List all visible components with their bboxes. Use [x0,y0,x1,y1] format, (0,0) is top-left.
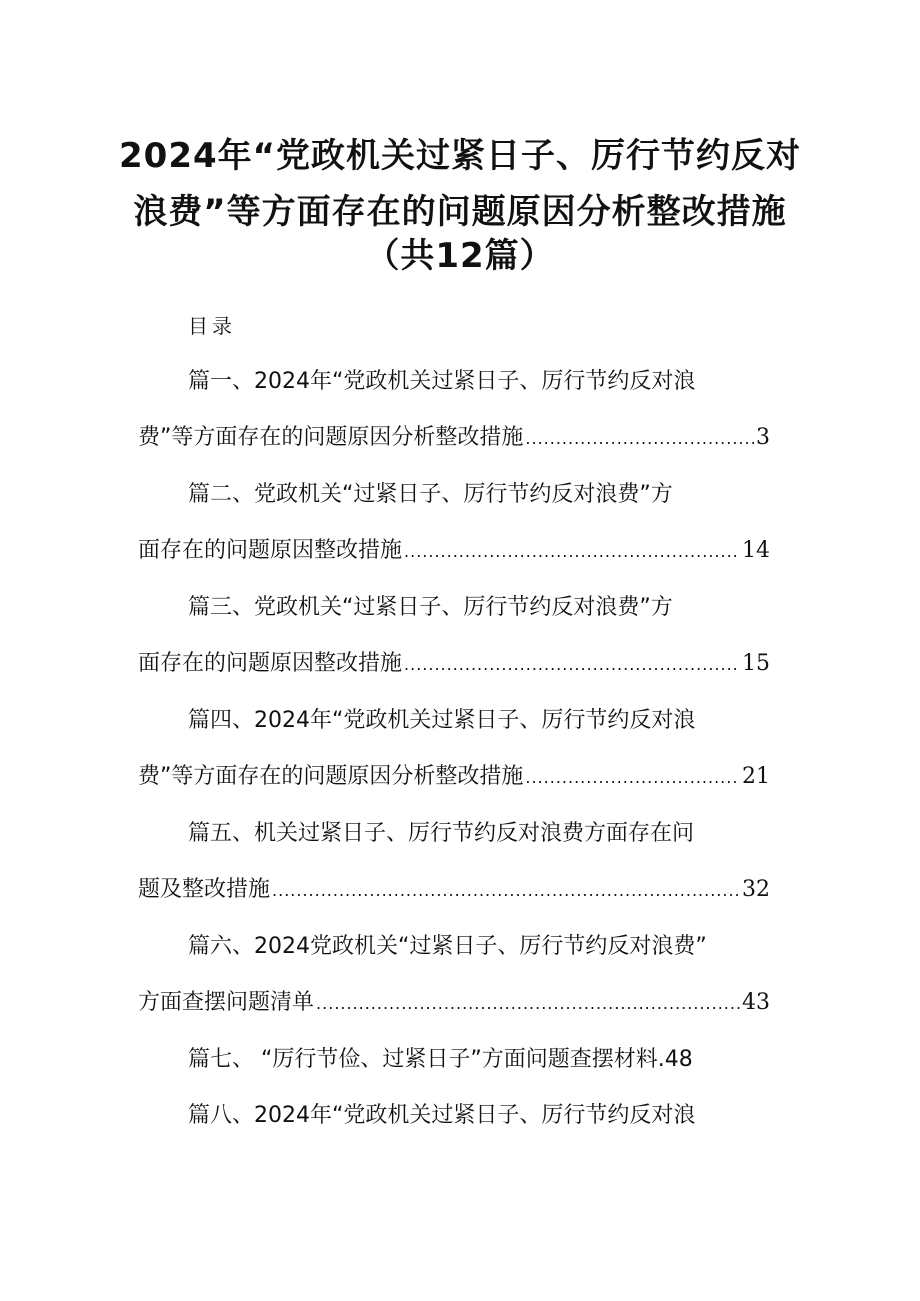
toc-entry-6-leader [316,989,740,1019]
document-title-line-1: 2024年“党政机关过紧日子、厉行节约反对 [119,136,801,176]
toc-entry-3-page: 15 [742,651,770,676]
toc-entry-3-line-2[interactable] [138,649,770,680]
toc-entry-5-text: 题及整改措施 [138,877,271,902]
document-title-line-2: 浪费”等方面存在的问题原因分析整改措施 [133,192,787,232]
toc-entry-1-text: 费”等方面存在的问题原因分析整改措施 [138,425,524,450]
toc-entry-4-text: 费”等方面存在的问题原因分析整改措施 [138,764,524,789]
toc-entry-6-line-1[interactable]: 篇六、2024党政机关“过紧日子、厉行节约反对浪费” [188,934,707,959]
toc-entry-3-text: 面存在的问题原因整改措施 [138,651,403,676]
toc-entry-2-text: 面存在的问题原因整改措施 [138,538,403,563]
toc-entry-5-leader [272,876,740,906]
toc-entry-1-leader [525,424,754,454]
toc-entry-2-page: 14 [742,538,770,563]
toc-entry-3-leader [404,650,740,680]
toc-entry-4-line-2[interactable] [138,762,770,793]
toc-entry-6-line-2[interactable] [138,988,770,1019]
document-title-line-3: （共12篇） [365,236,555,276]
toc-entry-3-line-1[interactable]: 篇三、党政机关“过紧日子、厉行节约反对浪费”方 [188,595,673,620]
toc-entry-2-line-1[interactable]: 篇二、党政机关“过紧日子、厉行节约反对浪费”方 [188,482,673,507]
toc-entry-2-leader [404,537,740,567]
toc-heading: 目录 [188,314,236,338]
toc-entry-6-text: 方面查摆问题清单 [138,990,315,1015]
toc-entry-6-page: 43 [742,990,770,1015]
toc-entry-4-leader [525,763,740,793]
toc-entry-8-line-1[interactable]: 篇八、2024年“党政机关过紧日子、厉行节约反对浪 [188,1103,696,1128]
toc-entry-5-line-1[interactable]: 篇五、机关过紧日子、厉行节约反对浪费方面存在问 [188,821,695,846]
toc-entry-1-line-1[interactable]: 篇一、2024年“党政机关过紧日子、厉行节约反对浪 [188,369,696,394]
toc-entry-4-page: 21 [742,764,770,789]
toc-entry-2-line-2[interactable] [138,536,770,567]
toc-entry-1-page: 3 [756,425,770,450]
toc-entry-5-page: 32 [742,877,770,902]
toc-entry-1-line-2[interactable] [138,423,770,454]
toc-entry-5-line-2[interactable] [138,875,770,906]
toc-entry-4-line-1[interactable]: 篇四、2024年“党政机关过紧日子、厉行节约反对浪 [188,708,696,733]
toc-entry-7-line-1[interactable]: 篇七、 “厉行节俭、过紧日子”方面问题查摆材料.48 [188,1047,693,1072]
